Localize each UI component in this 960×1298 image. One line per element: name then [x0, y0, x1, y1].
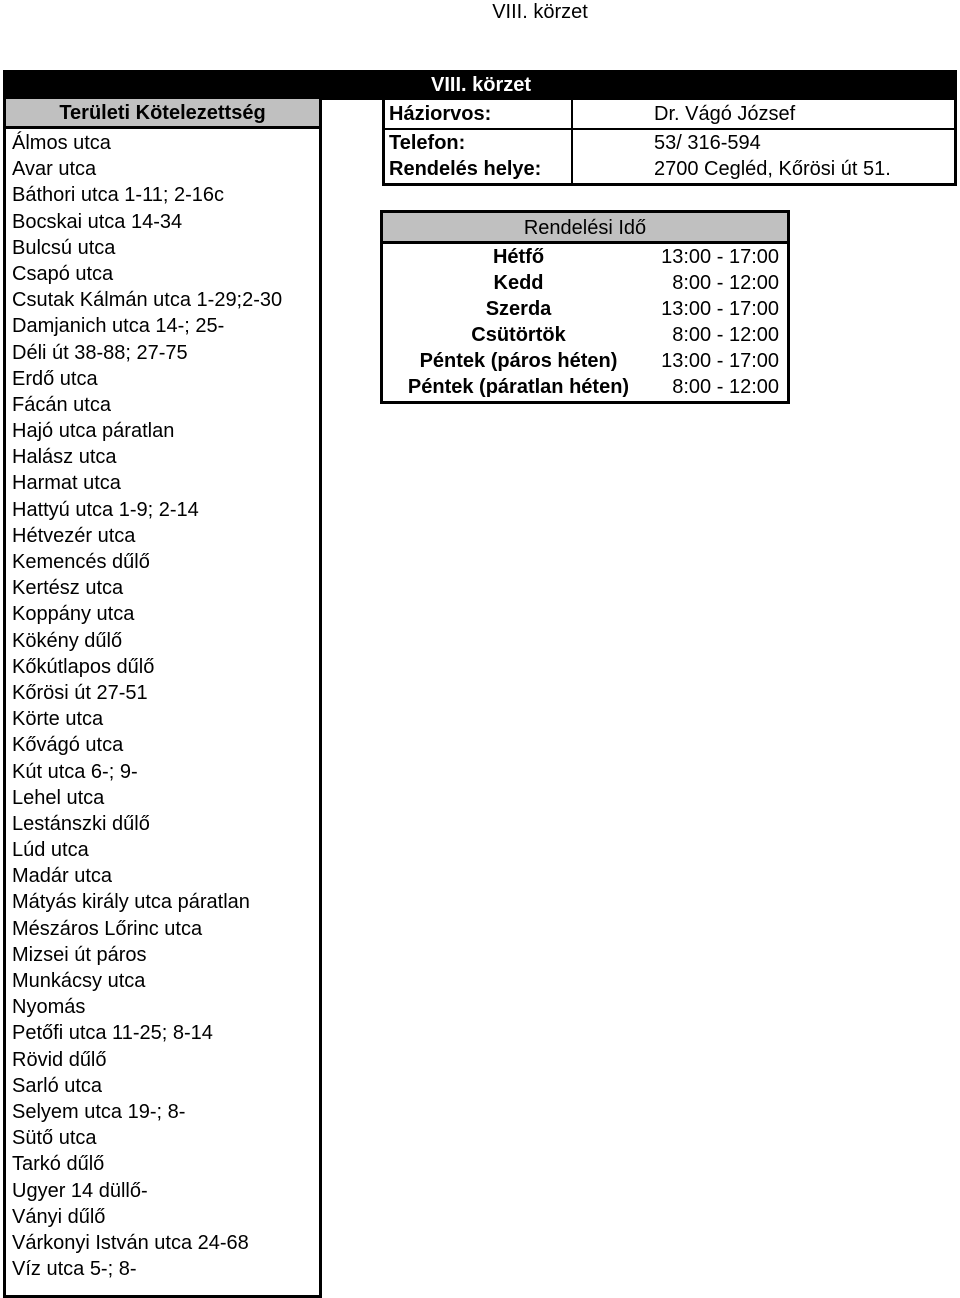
schedule-box: [380, 210, 790, 404]
schedule-time: 8:00 - 12:00: [672, 376, 779, 398]
street-item: Kővágó utca: [12, 734, 124, 757]
street-item: Kút utca 6-; 9-: [12, 760, 138, 783]
schedule-time: 8:00 - 12:00: [672, 324, 779, 346]
street-item: Selyem utca 19-; 8-: [12, 1100, 186, 1123]
street-item: Rövid dűlő: [12, 1048, 107, 1071]
doctor-value: Dr. Vágó József: [654, 103, 796, 125]
street-item: Madár utca: [12, 865, 113, 888]
street-item: Nyomás: [12, 996, 86, 1019]
phone-row: [385, 129, 954, 157]
street-item: Damjanich utca 14-; 25-: [12, 315, 225, 338]
street-item: Csapó utca: [12, 262, 114, 285]
street-item: Koppány utca: [12, 603, 135, 626]
street-item: Halász utca: [12, 446, 117, 469]
street-item: Kertész utca: [12, 577, 124, 600]
street-item: Ugyer 14 düllő-: [12, 1179, 148, 1202]
street-item: Lehel utca: [12, 786, 105, 809]
schedule-time: 13:00 - 17:00: [661, 298, 779, 320]
schedule-row: [383, 374, 787, 400]
street-item: Munkácsy utca: [12, 970, 146, 992]
doctor-label: Háziorvos:: [389, 103, 492, 125]
schedule-heading: Rendelési Idő: [383, 213, 787, 244]
schedule-time: 8:00 - 12:00: [672, 272, 779, 294]
street-item: Kőrösi út 27-51: [12, 681, 148, 704]
street-item: Erdő utca: [12, 367, 98, 390]
doctor-row: [385, 100, 954, 130]
schedule-row: [383, 322, 787, 348]
street-item: Kökény dűlő: [12, 629, 123, 652]
place-label: Rendelés helye:: [389, 158, 542, 180]
street-item: Kemencés dűlő: [12, 551, 150, 573]
street-item: Báthori utca 1-11; 2-16c: [12, 184, 224, 207]
street-item: Mészáros Lőrinc utca: [12, 917, 203, 940]
street-item: Fácán utca: [12, 393, 111, 416]
schedule-day: Péntek (páros héten): [419, 350, 618, 372]
street-item: Tarkó dűlő: [12, 1153, 105, 1176]
street-item: Bocskai utca 14-34: [12, 210, 183, 233]
phone-value: 53/ 316-594: [654, 132, 761, 154]
schedule-day: Csütörtök: [471, 324, 566, 346]
schedule-day: Hétfő: [492, 246, 545, 268]
street-item: Mátyás király utca páratlan: [12, 891, 250, 914]
phone-label: Telefon:: [389, 132, 466, 154]
street-item: Ványi dűlő: [12, 1205, 106, 1228]
district-title: VIII. körzet: [431, 74, 532, 96]
schedule-day: Szerda: [485, 298, 552, 320]
street-item: Csutak Kálmán utca 1-29;2-30: [12, 289, 283, 312]
doctor-info-box: [382, 99, 957, 186]
street-list-heading: Területi Kötelezettség: [6, 99, 319, 129]
street-item: Petőfi utca 11-25; 8-14: [12, 1022, 213, 1045]
street-item: Déli út 38-88; 27-75: [12, 341, 188, 364]
place-value: 2700 Cegléd, Kőrösi út 51.: [654, 158, 891, 180]
street-item: Bulcsú utca: [12, 236, 116, 259]
schedule-row: [383, 296, 787, 322]
street-item: Lestánszki dűlő: [12, 812, 150, 835]
street-item: Avar utca: [12, 158, 97, 181]
schedule-day: Kedd: [493, 272, 544, 294]
street-list: [12, 130, 282, 1282]
street-item: Körte utca: [12, 708, 104, 731]
street-item: Sütő utca: [12, 1127, 97, 1150]
street-item: Mizsei út páros: [12, 943, 147, 966]
street-list-panel: [3, 99, 322, 1298]
schedule-row: [383, 270, 787, 296]
district-title-bar: [3, 70, 957, 100]
page-header: VIII. körzet: [492, 1, 588, 23]
street-item: Sarló utca: [12, 1074, 103, 1097]
schedule-row: [383, 244, 787, 270]
schedule-row: [383, 348, 787, 374]
street-item: Hajó utca páratlan: [12, 420, 175, 443]
street-item: Kőkútlapos dűlő: [12, 655, 155, 678]
schedule-time: 13:00 - 17:00: [661, 350, 779, 372]
schedule-day: Péntek (páratlan héten): [407, 376, 630, 398]
street-item: Víz utca 5-; 8-: [12, 1258, 137, 1281]
street-item: Harmat utca: [12, 472, 121, 495]
schedule-time: 13:00 - 17:00: [661, 246, 779, 268]
street-item: Hattyú utca 1-9; 2-14: [12, 498, 199, 521]
street-item: Álmos utca: [12, 132, 111, 154]
street-item: Lúd utca: [12, 839, 89, 862]
street-item: Hétvezér utca: [12, 524, 136, 547]
street-item: Várkonyi István utca 24-68: [12, 1231, 249, 1254]
place-row: [385, 155, 954, 183]
